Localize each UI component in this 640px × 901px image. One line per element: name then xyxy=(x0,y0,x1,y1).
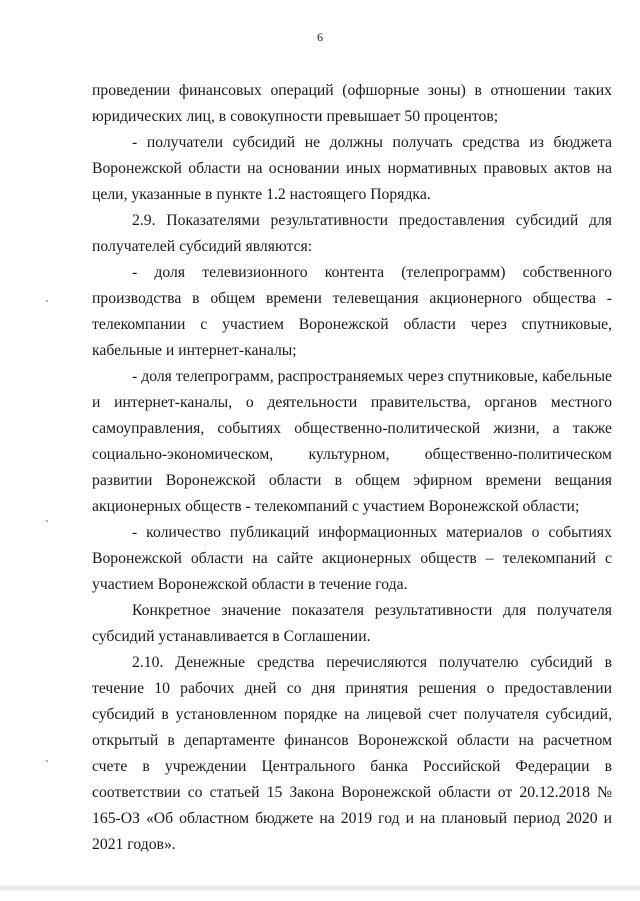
scan-speck xyxy=(46,760,48,762)
scan-edge-shadow xyxy=(0,884,640,892)
paragraph-government-programs-share: - доля телепрограмм, распространяемых через спутниковые, кабельные и интернет-каналы, о деятельности правительства, органов местного самоуправления, событиях общественно-политической жизни, а также социально-экономическом, культурном, общественно-политическом развитии Воронежской области в общем эфирном времени вещания акционерных обществ - телекомпаний с участием Воронежской области; xyxy=(92,368,612,515)
page-number: 6 xyxy=(317,30,323,44)
paragraph-no-other-funds: - получатели субсидий не должны получать средства из бюджета Воронежской области на основании иных нормативных правовых актов на цели, указанные в пункте 1.2 настоящего Порядка. xyxy=(92,134,612,203)
scan-speck xyxy=(46,300,48,302)
paragraph-publications-count: - количество публикаций информационных материалов о событиях Воронежской области на сайте акционерных обществ – телекомпаний с участием Воронежской области в течение года. xyxy=(92,524,612,593)
paragraph-own-content-share: - доля телевизионного контента (телепрограмм) собственного производства в общем времени телевещания акционерного общества - телекомпании с участием Воронежской области через спутниковые, кабельные и интернет-каналы; xyxy=(92,264,612,359)
scan-speck xyxy=(46,520,48,522)
paragraph-indicator-value: Конкретное значение показателя результативности для получателя субсидий устанавливается в Соглашении. xyxy=(92,602,612,645)
paragraph-offshore-share: проведении финансовых операций (офшорные зоны) в отношении таких юридических лиц, в совокупности превышает 50 процентов; xyxy=(92,82,612,125)
paragraph-indicators-intro: 2.9. Показателями результативности предоставления субсидий для получателей субсидий являются: xyxy=(92,212,612,255)
document-body xyxy=(92,78,612,858)
paragraph-funds-transfer: 2.10. Денежные средства перечисляются получателю субсидий в течение 10 рабочих дней со дня принятия решения о предоставлении субсидий в установленном порядке на лицевой счет получателя субсидий, открытый в департаменте финансов Воронежской области на расчетном счете в учреждении Центрального банка Российской Федерации в соответствии со статьей 15 Закона Воронежской области от 20.12.2018 № 165-ОЗ «Об областном бюджете на 2019 год и на плановый период 2020 и 2021 годов». xyxy=(92,654,612,853)
